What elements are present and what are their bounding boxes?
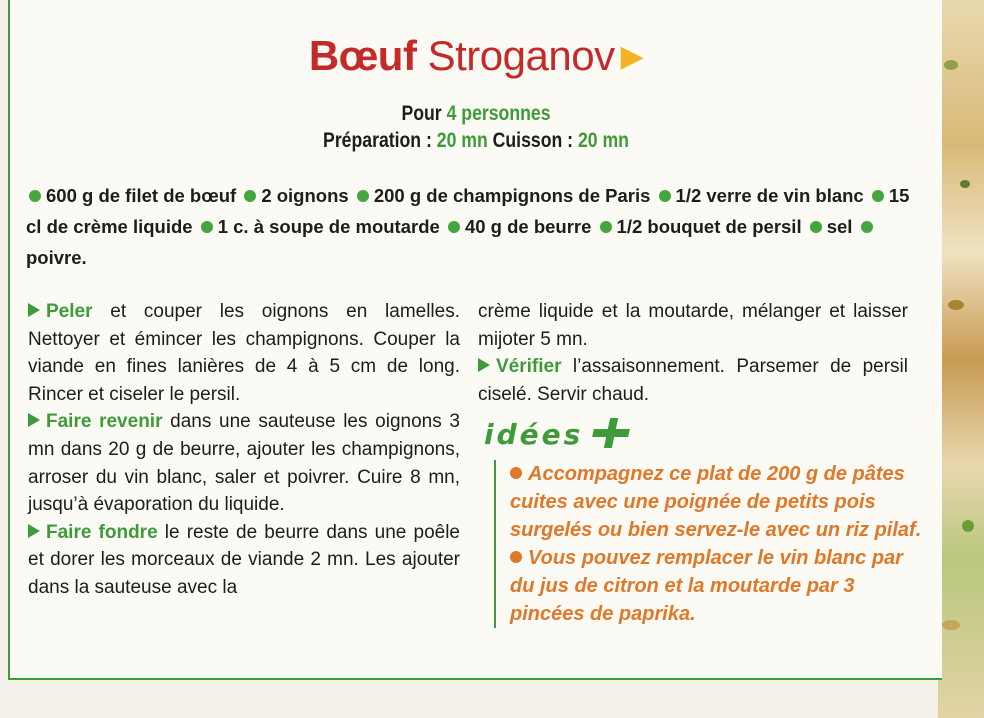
step-verb: Faire fondre [46,521,158,543]
play-arrow-icon [28,413,40,427]
step [28,298,460,408]
step-text: dans une sauteuse les oignons 3 mn dans 20 g de beurre, ajouter les champignons, arroser du vin blanc, saler et poivrer. Cuire 8 mn, jusqu’à évaporation du liquide. [28,411,460,516]
step-verb: Peler [46,301,93,322]
food-photo-edge [938,0,984,718]
recipe-meta [85,100,868,154]
step-text: crème liquide et la moutarde, mélanger et laisser mijoter 5 mn. [478,301,908,350]
servings-line [85,100,868,127]
bullet-icon [510,551,522,563]
bullet-icon [244,190,256,202]
title-bold-part: Bœuf [308,32,417,79]
play-arrow-icon [478,358,490,372]
prep-label: Préparation : [323,129,432,152]
bullet-icon [448,221,460,233]
step [28,519,460,602]
ingredient-item: 40 g de beurre [445,216,591,237]
step [478,353,908,408]
plus-icon [593,418,629,448]
bullet-icon [510,467,522,479]
ingredient-item: 1/2 bouquet de persil [597,216,802,237]
play-arrow-icon [28,303,40,317]
step-verb: Vérifier [496,356,562,378]
ingredient-item: 15 cl de crème liquide [26,185,910,237]
cook-value: 20 mn [577,129,629,152]
bullet-icon [600,221,612,233]
cook-label: Cuisson : [492,129,574,152]
recipe-title [10,26,942,87]
bullet-icon [810,221,822,233]
idea-item: Vous pouvez remplacer le vin blanc par du jus de citron et la moutarde par 3 pincées de paprika. [510,547,903,625]
ingredient-item: 600 g de filet de bœuf [26,185,236,206]
step-verb: Faire revenir [46,411,163,433]
ingredient-item: 1/2 verre de vin blanc [656,185,864,206]
bullet-icon [659,190,671,202]
prep-value: 20 mn [436,129,488,152]
instructions-left-column [28,298,460,602]
ingredient-item: 200 g de champignons de Paris [354,185,651,206]
play-arrow-icon [28,524,40,538]
bullet-icon [29,190,41,202]
instructions-right-column [478,298,908,408]
bullet-icon [872,190,884,202]
step-text: et couper les oignons en lamelles. Nettoyer et émincer les champignons. Couper la viande en fines lanières de 4 à 5 cm de long. Rincer et ciseler le persil. [28,301,460,405]
step-text: le reste de beurre dans une poêle et dorer les morceaux de viande 2 mn. Les ajouter dans la sauteuse avec la [28,521,460,598]
bullet-icon [861,221,873,233]
step-continuation [478,298,908,353]
bullet-icon [357,190,369,202]
ideas-heading-text: idées [484,418,584,451]
ingredient-item: sel [807,216,853,237]
title-light-part: Stroganov [427,32,615,79]
bullet-icon [201,221,213,233]
ingredient-item: poivre. [26,216,878,268]
idea-item: Accompagnez ce plat de 200 g de pâtes cuites avec une poignée de petits pois surgelés ou bien servez-le avec un riz pilaf. [510,463,922,541]
ideas-box [494,460,930,628]
times-line [85,127,868,154]
step [28,408,460,518]
ingredient-item: 1 c. à soupe de moutarde [198,216,440,237]
step-text: l’assaisonnement. Parsemer de persil ciselé. Servir chaud. [478,356,909,405]
ingredients-list [26,180,926,273]
title-arrow-icon: ▶ [620,40,644,73]
servings-label: Pour [401,102,442,125]
ingredient-item: 2 oignons [241,185,348,206]
servings-value: 4 personnes [446,102,551,125]
recipe-card [8,0,942,680]
ideas-heading [484,418,629,451]
